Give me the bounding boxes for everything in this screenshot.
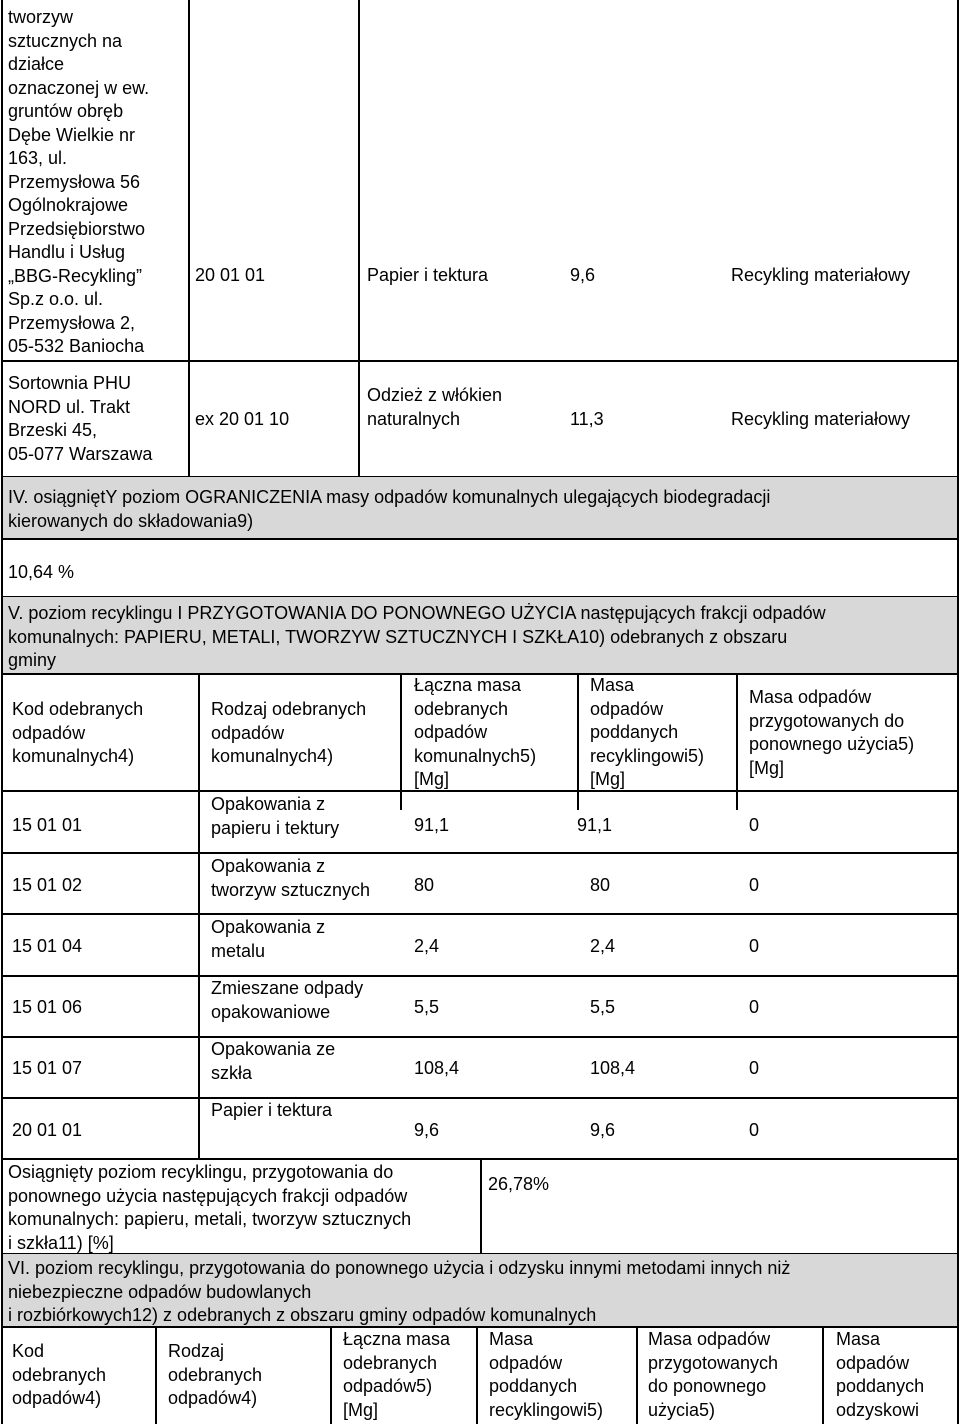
column-header-type: Rodzaj odebranych odpadów komunalnych4) (211, 699, 367, 766)
waste-code: 15 01 04 (12, 936, 83, 956)
waste-type: Odzież z włókien naturalnych (367, 385, 503, 429)
reused-mass: 0 (749, 936, 760, 956)
waste-type: Papier i tektura (367, 265, 489, 285)
column-header-recycled-mass: Masa odpadów poddanych recyklingowi5) [Mg] (590, 675, 705, 789)
section-iv-value: 10,64 % (8, 562, 75, 582)
recycled-mass: 91,1 (577, 815, 613, 835)
processing-method: Recykling materiałowy (731, 265, 911, 285)
reused-mass: 0 (749, 997, 760, 1017)
waste-code: 15 01 06 (12, 997, 83, 1017)
reused-mass: 0 (749, 1120, 760, 1140)
recycled-mass: 2,4 (590, 936, 616, 956)
waste-type: Opakowania z papieru i tektury (211, 794, 340, 838)
column-header-code: Kod odebranych odpadów komunalnych4) (12, 699, 144, 766)
reused-mass: 0 (749, 1058, 760, 1078)
section-v-heading: V. poziom recyklingu I PRZYGOTOWANIA DO PONOWNEGO UŻYCIA następujących frakcji odpadów komunalnych: PAPIERU, METALI, TWORZYW SZTUCZNYCH I SZKŁA10) odebranych z obszaru gminy (8, 603, 826, 670)
reused-mass: 0 (749, 815, 760, 835)
waste-code: 20 01 01 (195, 265, 266, 285)
summary-label: Osiągnięty poziom recyklingu, przygotowania do ponownego użycia następujących frakcji odpadów komunalnych: papieru, metali, tworzyw sztucznych i szkła11) [%] (8, 1162, 412, 1253)
waste-type: Opakowania z tworzyw sztucznych (211, 856, 371, 900)
column-header-code: Kod odebranych odpadów4) (12, 1341, 107, 1408)
waste-mass: 11,3 (570, 409, 604, 429)
total-mass: 108,4 (414, 1058, 460, 1078)
total-mass: 5,5 (414, 997, 440, 1017)
waste-type: Zmieszane odpady opakowaniowe (211, 978, 364, 1022)
recycled-mass: 9,6 (590, 1120, 616, 1140)
column-header-recycled-mass: Masa odpadów poddanych recyklingowi5) (489, 1329, 604, 1420)
company-address: tworzyw sztucznych na działce oznaczonej w ew. gruntów obręb Dębe Wielkie nr 163, ul. Przemysłowa 56 Ogólnokrajowe Przedsiębiorstwo Handlu i Usług „BBG-Recykling” Sp.z o.o. ul. Przemysłowa 2, 05-532 Baniocha (8, 7, 150, 356)
company-address: Sortownia PHU NORD ul. Trakt Brzeski 45, 05-077 Warszawa (8, 373, 153, 464)
waste-code: ex 20 01 10 (195, 409, 290, 429)
recycled-mass: 80 (590, 875, 611, 895)
recycled-mass: 108,4 (590, 1058, 636, 1078)
waste-code: 15 01 01 (12, 815, 83, 835)
column-header-reused-mass: Masa odpadów przygotowanych do ponownego użycia5) [Mg] (749, 687, 915, 778)
waste-mass: 9,6 (570, 265, 596, 285)
total-mass: 9,6 (414, 1120, 440, 1140)
reused-mass: 0 (749, 875, 760, 895)
waste-type: Papier i tektura (211, 1100, 333, 1120)
recycled-mass: 5,5 (590, 997, 616, 1017)
processing-method: Recykling materiałowy (731, 409, 911, 429)
section-iv-heading: IV. osiągniętY poziom OGRANICZENIA masy odpadów komunalnych ulegających biodegradacji kierowanych do składowania9) (8, 487, 771, 531)
total-mass: 91,1 (414, 815, 450, 835)
waste-code: 20 01 01 (12, 1120, 83, 1140)
summary-value: 26,78% (488, 1174, 550, 1194)
column-header-type: Rodzaj odebranych odpadów4) (168, 1341, 263, 1408)
waste-code: 15 01 07 (12, 1058, 83, 1078)
total-mass: 2,4 (414, 936, 440, 956)
column-header-total-mass: Łączna masa odebranych odpadów5) [Mg] (343, 1329, 451, 1420)
column-header-total-mass: Łączna masa odebranych odpadów komunalnych5) [Mg] (414, 675, 537, 789)
section-vi-heading: VI. poziom recyklingu, przygotowania do ponownego użycia i odzysku innymi metodami innych niż niebezpieczne odpadów budowlanych i rozbiórkowych12) z odebranych z obszaru gminy odpadów komunalnych (8, 1258, 791, 1325)
total-mass: 80 (414, 875, 435, 895)
waste-type: Opakowania z metalu (211, 917, 326, 961)
waste-type: Opakowania ze szkła (211, 1039, 336, 1083)
column-header-recovered-mass: Masa odpadów poddanych odzyskowi (836, 1329, 925, 1420)
waste-code: 15 01 02 (12, 875, 83, 895)
column-header-reused-mass: Masa odpadów przygotowanych do ponownego użycia5) (648, 1329, 779, 1420)
